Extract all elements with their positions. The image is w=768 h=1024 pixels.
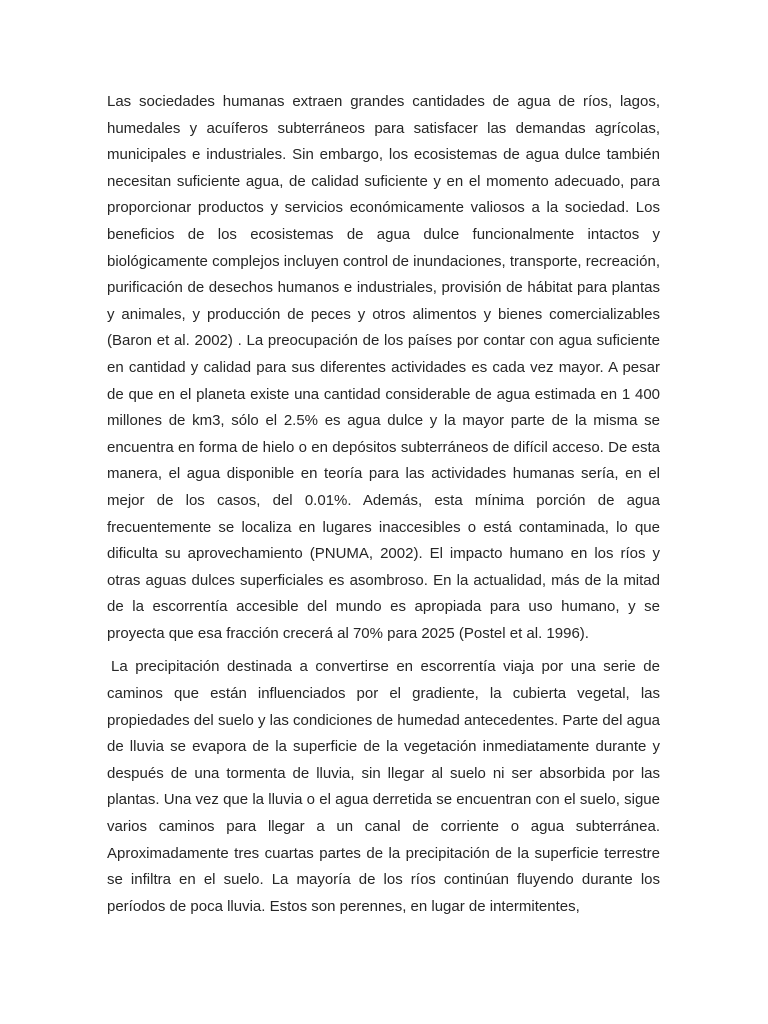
- paragraph-2: La precipitación destinada a convertirse en escorrentía viaja por una serie de caminos que están influenciados por el gradiente, la cubierta vegetal, las propiedades del suelo y las condiciones de humedad antecedentes. Parte del agua de lluvia se evapora de la superficie de la vegetación inmediatamente durante y después de una tormenta de lluvia, sin llegar al suelo ni ser absorbida por las plantas. Una vez que la lluvia o el agua derretida se encuentran con el suelo, sigue varios caminos para llegar a un canal de corriente o agua subterránea. Aproximadamente tres cuartas partes de la precipitación de la superficie terrestre se infiltra en el suelo. La mayoría de los ríos continúan fluyendo durante los períodos de poca lluvia. Estos son perennes, en lugar de intermitentes,: [107, 658, 660, 915]
- paragraph-1: Las sociedades humanas extraen grandes cantidades de agua de ríos, lagos, humedales y acuíferos subterráneos para satisfacer las demandas agrícolas, municipales e industriales. Sin embargo, los ecosistemas de agua dulce también necesitan suficiente agua, de calidad suficiente y en el momento adecuado, para proporcionar productos y servicios económicamente valiosos a la sociedad. Los beneficios de los ecosistemas de agua dulce funcionalmente intactos y biológicamente complejos incluyen control de inundaciones, transporte, recreación, purificación de desechos humanos e industriales, provisión de hábitat para plantas y animales, y producción de peces y otros alimentos y bienes comercializables (Baron et al. 2002) . La preocupación de los países por contar con agua suficiente en cantidad y calidad para sus diferentes actividades es cada vez mayor. A pesar de que en el planeta existe una cantidad considerable de agua estimada en 1 400 millones de km3, sólo el 2.5% es agua dulce y la mayor parte de la misma se encuentra en forma de hielo o en depósitos subterráneos de difícil acceso. De esta manera, el agua disponible en teoría para las actividades humanas sería, en el mejor de los casos, del 0.01%. Además, esta mínima porción de agua frecuentemente se localiza en lugares inaccesibles o está contaminada, lo que dificulta su aprovechamiento (PNUMA, 2002). El impacto humano en los ríos y otras aguas dulces superficiales es asombroso. En la actualidad, más de la mitad de la escorrentía accesible del mundo es apropiada para uso humano, y se proyecta que esa fracción crecerá al 70% para 2025 (Postel et al. 1996).: [107, 93, 660, 642]
- document-body: [107, 89, 660, 920]
